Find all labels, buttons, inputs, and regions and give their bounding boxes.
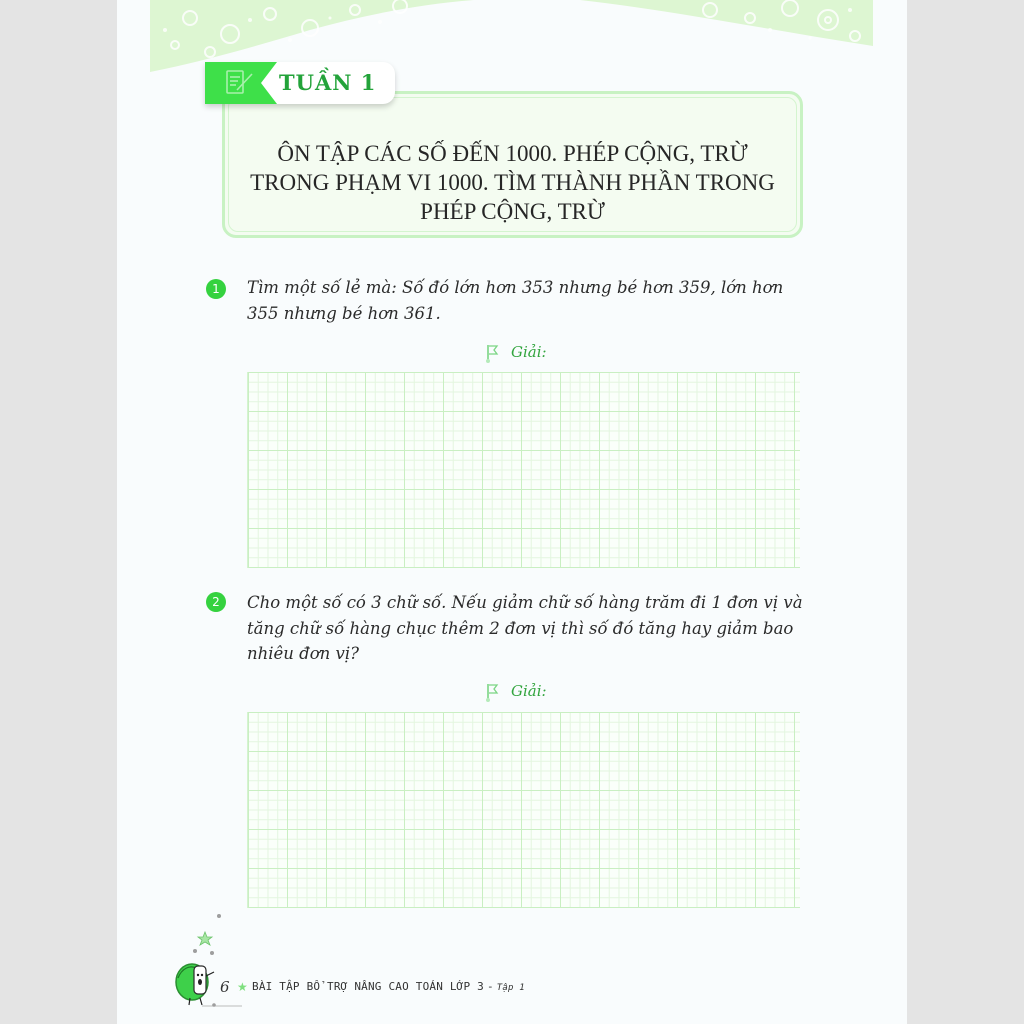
week-label: TUẦN 1 [279,70,377,95]
lesson-title: ÔN TẬP CÁC SỐ ĐẾN 1000. PHÉP CỘNG, TRỪ TRONG PHẠM VI 1000. TÌM THÀNH PHẦN TRONG PHÉP CỘNG, TRỪ [250,141,775,224]
question-number-badge: 2 [206,592,226,612]
star-icon: ★ [237,980,248,994]
lesson-title-box [222,91,803,238]
workbook-page [117,0,907,1024]
week-tab [205,62,395,104]
answer-grid[interactable] [247,372,800,568]
pencil-mascot-icon [162,910,242,1010]
week-flag [205,62,281,104]
answer-grid[interactable] [247,712,800,908]
solution-label: Giải: [484,681,584,703]
question-text: Tìm một số lẻ mà: Số đó lớn hơn 353 nhưng bé hơn 359, lớn hơn 355 nhưng bé hơn 361. [247,278,784,323]
question-text: Cho một số có 3 chữ số. Nếu giảm chữ số hàng trăm đi 1 đơn vị và tăng chữ số hàng chục thêm 2 đơn vị thì số đó tăng hay giảm bao nhiêu đơn vị? [247,593,803,663]
question-number-badge: 1 [206,279,226,299]
page-footer [162,910,582,1010]
flag-icon [484,343,506,363]
page-number: 6 [220,978,230,996]
star-icon [193,914,221,955]
solution-label: Giải: [484,342,584,364]
star-icon [198,932,212,945]
book-title: BÀI TẬP BỔ TRỢ NÂNG CAO TOÁN LỚP 3 - Tập 1 [252,980,525,993]
flag-icon [484,682,506,702]
